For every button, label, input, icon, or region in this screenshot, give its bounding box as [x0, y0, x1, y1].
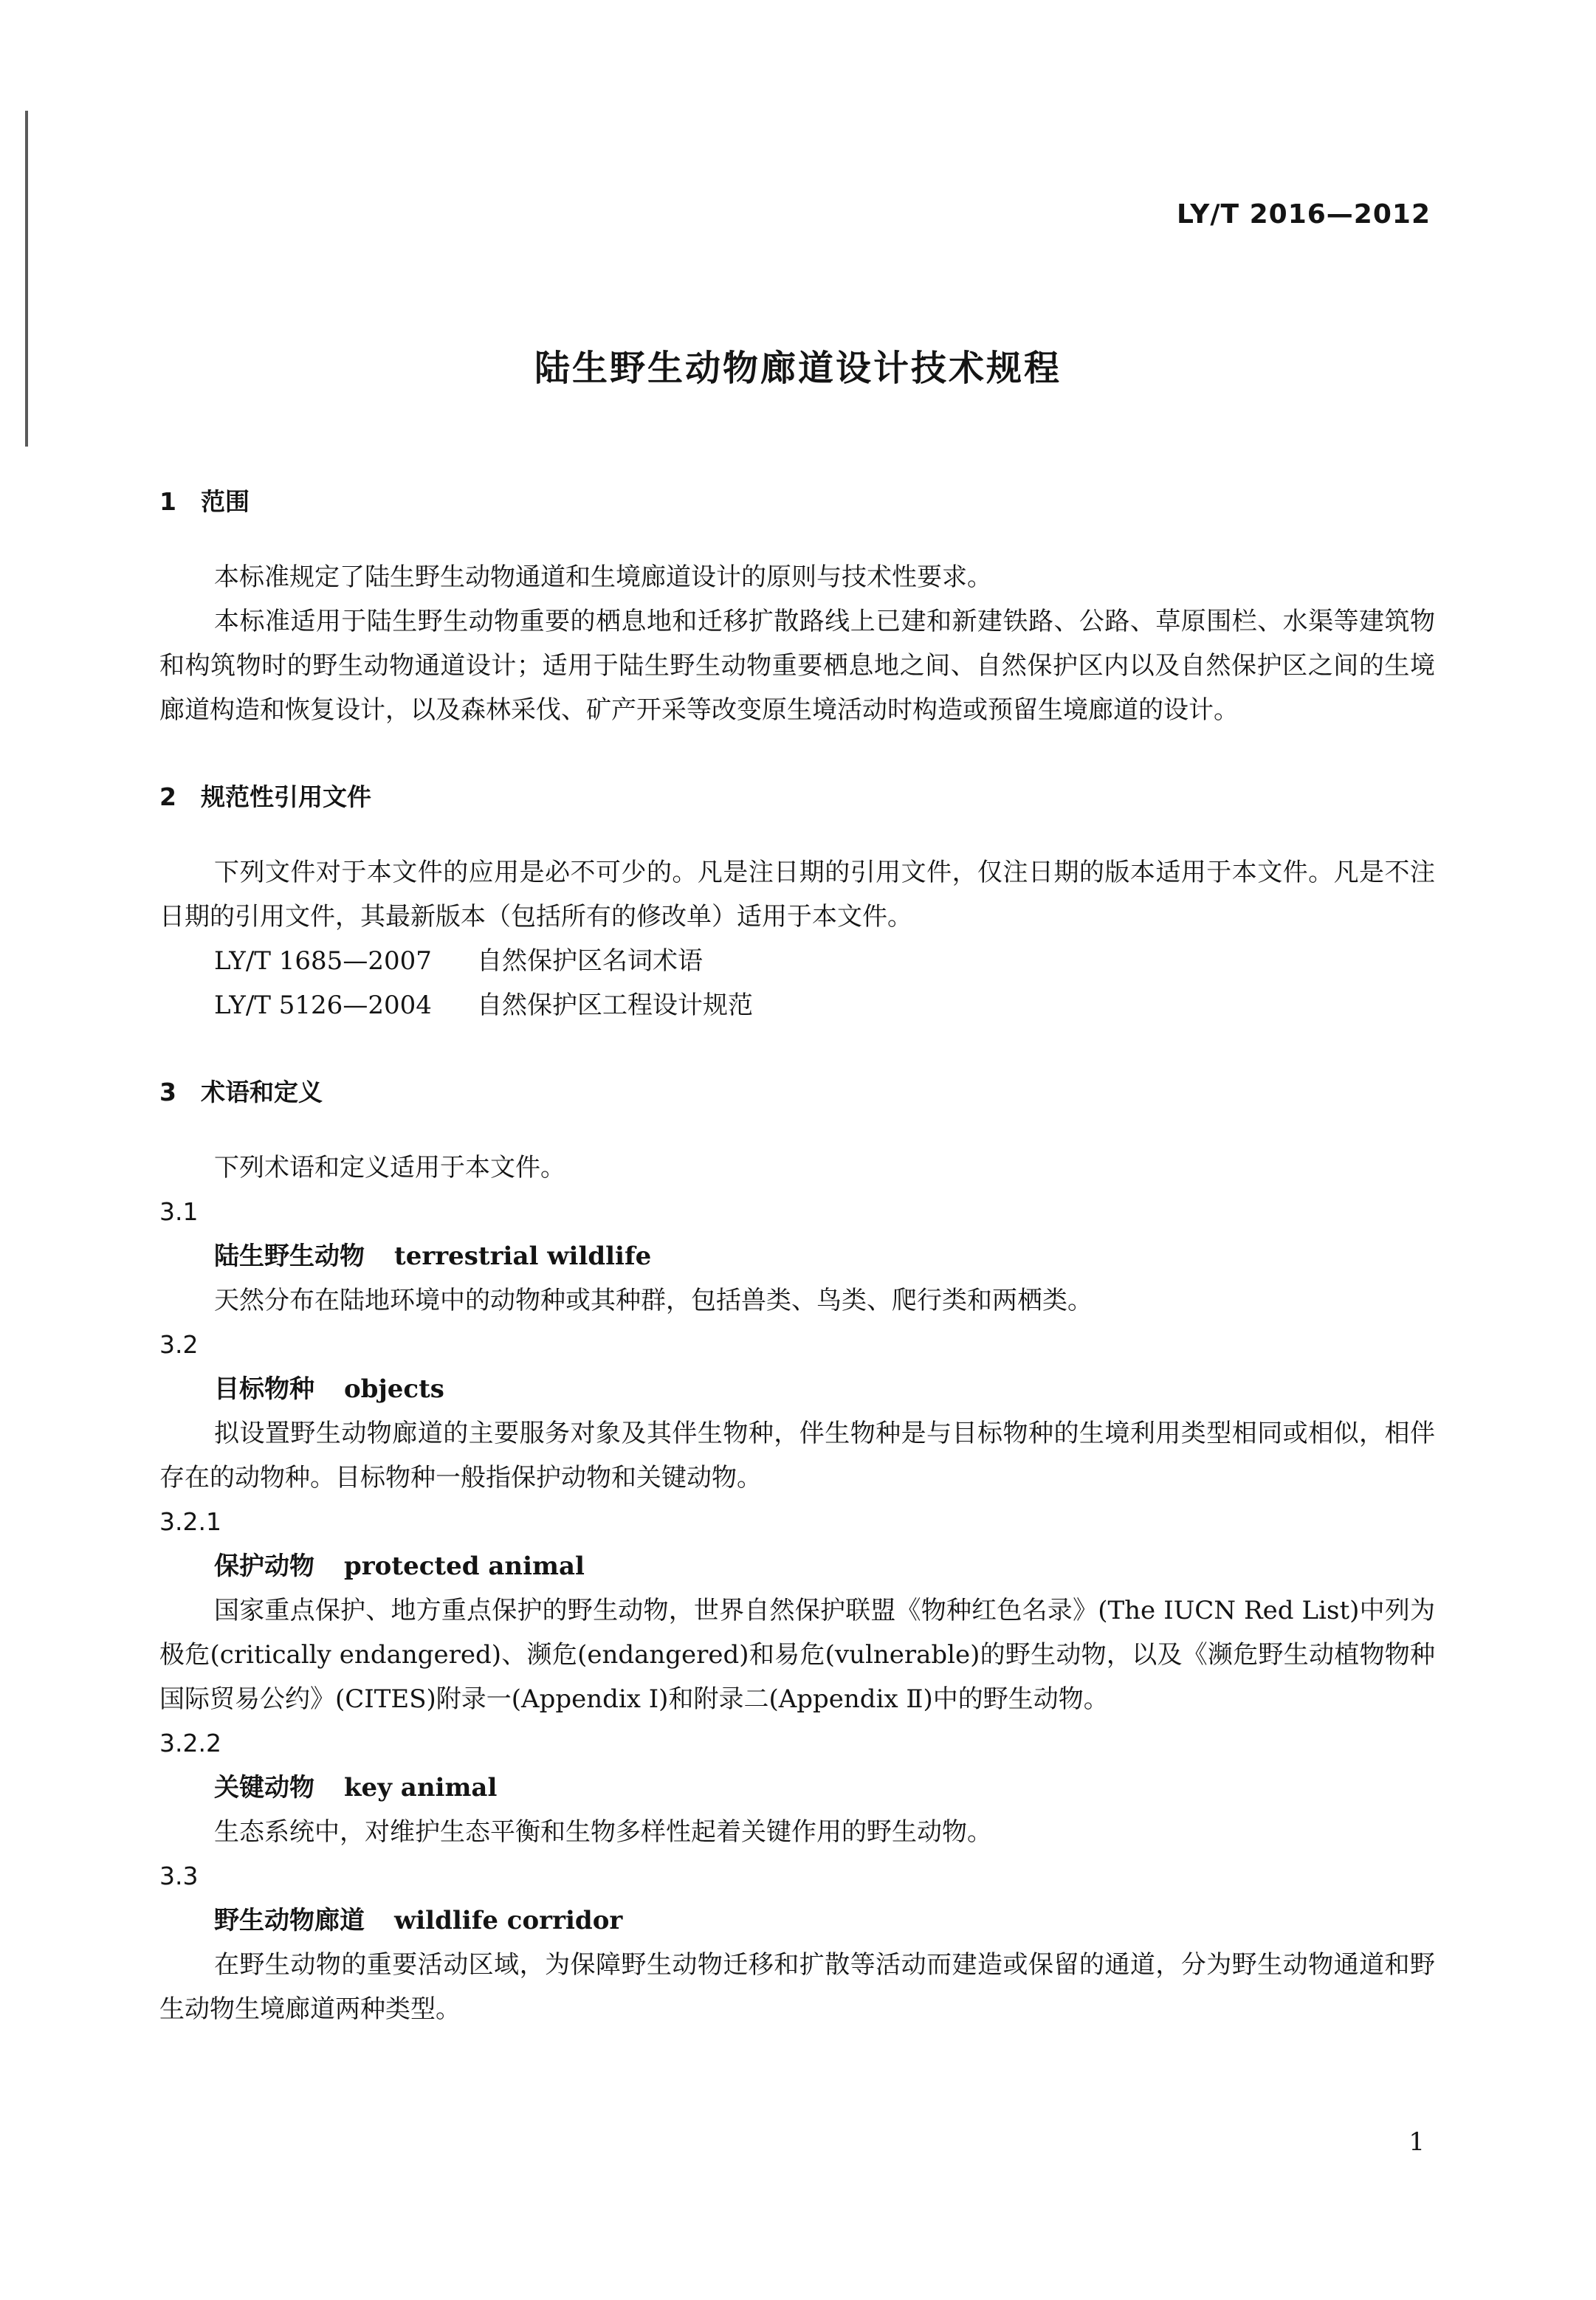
clause-number: 3.1 — [159, 1197, 199, 1226]
section-heading-normative-refs — [159, 775, 1435, 819]
term-zh: 保护动物 — [214, 1552, 314, 1581]
section-number: 2 — [159, 782, 176, 811]
clause-number: 3.2 — [159, 1330, 199, 1359]
term-definition: 国家重点保护、地方重点保护的野生动物，世界自然保护联盟《物种红色名录》(The IUCN Red List)中列为极危(critically endangered)、濒危(endangered)和易危(vulnerable)的野生动物，以及《濒危野生动植物物种国际贸易公约》(CITES)附录一(Appendix Ⅰ)和附录二(Appendix Ⅱ)中的野生动物。 — [159, 1596, 1435, 1714]
term-en: terrestrial wildlife — [394, 1242, 652, 1271]
standard-code: LY/T 2016—2012 — [1176, 199, 1431, 230]
section-number: 3 — [159, 1078, 176, 1106]
term-definition: 天然分布在陆地环境中的动物种或其种群，包括兽类、鸟类、爬行类和两栖类。 — [214, 1286, 1093, 1315]
section-heading-terms — [159, 1070, 1435, 1115]
reference-code: LY/T 1685—2007 — [214, 946, 432, 976]
page-number: 1 — [1408, 2127, 1425, 2157]
term-zh: 目标物种 — [214, 1374, 314, 1404]
term-en: objects — [344, 1374, 444, 1404]
term-en: wildlife corridor — [394, 1906, 623, 1935]
term-en: key animal — [344, 1773, 498, 1803]
term-zh: 野生动物廊道 — [214, 1906, 365, 1935]
document-title: 陆生野生动物廊道设计技术规程 — [534, 348, 1062, 389]
term-entry — [159, 1898, 1435, 1943]
term-entry — [159, 1367, 1435, 1411]
document-body — [159, 480, 1435, 2031]
paragraph: 下列术语和定义适用于本文件。 — [214, 1153, 565, 1182]
term-definition: 在野生动物的重要活动区域，为保障野生动物迁移和扩散等活动而建造或保留的通道，分为野生动物通道和野生动物生境廊道两种类型。 — [159, 1950, 1435, 2024]
term-en: protected animal — [344, 1552, 585, 1581]
term-zh: 陆生野生动物 — [214, 1242, 365, 1271]
paragraph: 下列文件对于本文件的应用是必不可少的。凡是注日期的引用文件，仅注日期的版本适用于本文件。凡是不注日期的引用文件，其最新版本（包括所有的修改单）适用于本文件。 — [159, 858, 1435, 932]
clause-number: 3.3 — [159, 1862, 199, 1890]
reference-item — [159, 983, 1435, 1027]
reference-item — [159, 939, 1435, 983]
term-entry — [159, 1766, 1435, 1810]
paragraph: 本标准规定了陆生野生动物通道和生境廊道设计的原则与技术性要求。 — [214, 562, 992, 592]
reference-title: 自然保护区名词术语 — [477, 946, 703, 976]
reference-title: 自然保护区工程设计规范 — [477, 991, 753, 1020]
term-zh: 关键动物 — [214, 1773, 314, 1803]
section-number: 1 — [159, 487, 176, 516]
term-entry — [159, 1234, 1435, 1278]
term-entry — [159, 1544, 1435, 1588]
term-definition: 生态系统中，对维护生态平衡和生物多样性起着关键作用的野生动物。 — [214, 1817, 992, 1847]
section-title: 术语和定义 — [201, 1078, 323, 1106]
clause-number: 3.2.2 — [159, 1729, 221, 1757]
section-heading-scope — [159, 480, 1435, 524]
term-definition: 拟设置野生动物廊道的主要服务对象及其伴生物种，伴生物种是与目标物种的生境利用类型相同或相似，相伴存在的动物种。目标物种一般指保护动物和关键动物。 — [159, 1419, 1435, 1492]
scan-edge-line — [25, 111, 28, 447]
clause-number: 3.2.1 — [159, 1507, 221, 1536]
reference-code: LY/T 5126—2004 — [214, 991, 432, 1020]
section-title: 范围 — [201, 487, 250, 516]
section-title: 规范性引用文件 — [201, 782, 371, 811]
paragraph: 本标准适用于陆生野生动物重要的栖息地和迁移扩散路线上已建和新建铁路、公路、草原围栏、水渠等建筑物和构筑物时的野生动物通道设计；适用于陆生野生动物重要栖息地之间、自然保护区内以及自然保护区之间的生境廊道构造和恢复设计，以及森林采伐、矿产开采等改变原生境活动时构造或预留生境廊道的设计。 — [159, 607, 1435, 725]
